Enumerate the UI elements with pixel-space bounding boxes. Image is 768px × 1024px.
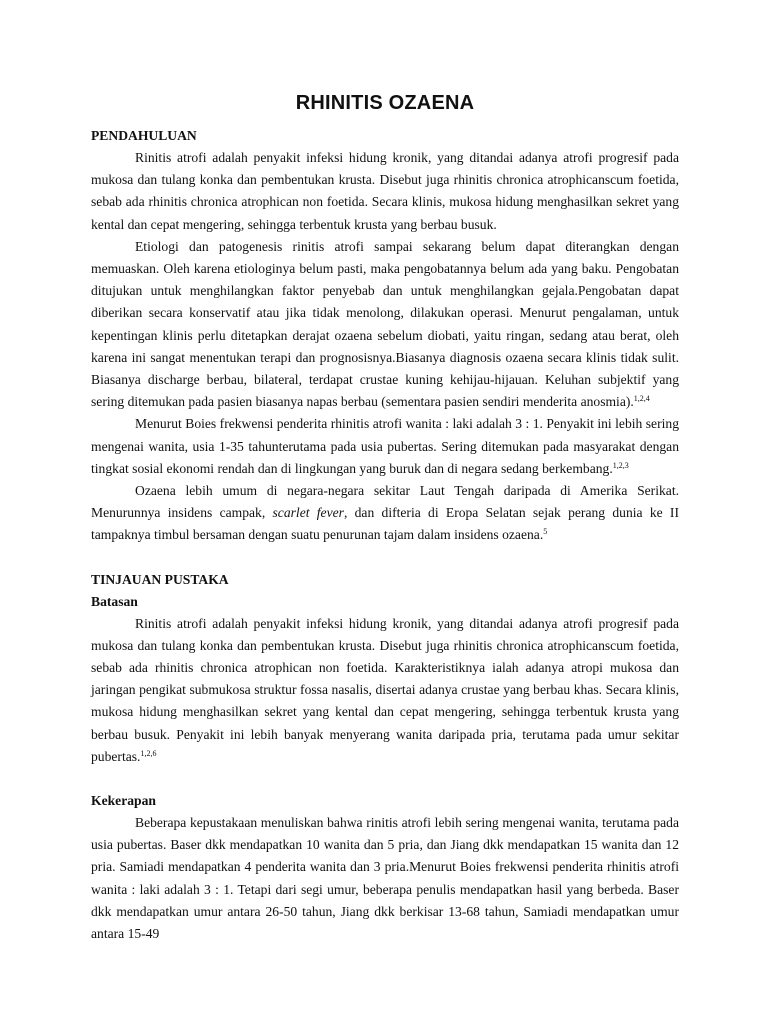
paragraph: Etiologi dan patogenesis rinitis atrofi sampai sekarang belum dapat diterangkan dengan memuaskan. Oleh karena etiologinya belum pasti, maka pengobatannya belum ada yang baku. Pengobatan ditujukan untuk menghilangkan faktor penyebab dan untuk menghilangkan gejala.Pengobatan dapat diberikan secara konservatif atau jika tidak menolong, dilakukan operasi. Menurut pengalaman, untuk kepentingan klinis perlu ditetapkan derajat ozaena sebelum diobati, yaitu ringan, sedang atau berat, oleh karena ini sangat menentukan terapi dan prognosisnya.Biasanya diagnosis ozaena secara klinis tidak sulit. Biasanya discharge berbau, bilateral, terdapat crustae kuning kehijau-hijauan. Keluhan subjektif yang sering ditemukan pada pasien biasanya napas berbau (sementara pasien sendiri menderita anosmia).$^{1,2,4}$	[91, 238, 679, 410]
paragraph: Menurut Boies frekwensi penderita rhinitis atrofi wanita : laki adalah 3 : 1. Penyakit ini lebih sering mengenai wanita, usia 1-35 tahunterutama pada usia pubertas. Sering ditemukan pada masyarakat dengan tingkat sosial ekonomi rendah dan di lingkungan yang buruk dan di negara sedang berkembang.$^{1,2,3}$	[91, 416, 679, 476]
citation: 5	[543, 527, 548, 537]
spacer	[91, 768, 679, 790]
citation: 1,2,6	[140, 748, 157, 758]
document-page	[91, 90, 679, 945]
section-heading-tinjauan-pustaka: TINJAUAN PUSTAKA	[91, 571, 229, 587]
paragraph: Beberapa kepustakaan menuliskan bahwa rinitis atrofi lebih sering mengenai wanita, terutama pada usia pubertas. Baser dkk mendapatkan 10 wanita dan 5 pria, dan Jiang dkk mendapatkan 15 wanita dan 12 pria. Samiadi mendapatkan 4 penderita wanita dan 3 pria.Menurut Boies frekwensi penderita rhinitis atrofi wanita : laki adalah 3 : 1. Tetapi dari segi umur, beberapa penulis mendapatkan hasil yang berbeda. Baser dkk mendapatkan umur antara 26-50 tahun, Jiang dkk berkisar 13-68 tahun, Samiadi mendapatkan umur antara 15-49	[91, 815, 679, 942]
paragraph: Ozaena lebih umum di negara-negara sekitar Laut Tengah daripada di Amerika Serikat. Menurunnya insidens campak, scarlet fever, dan difteria di Eropa Selatan sejak perang dunia ke II tampaknya timbul bersaman dengan suatu penurunan tajam dalam insidens ozaena.$^5$	[91, 483, 679, 543]
document-title: RHINITIS OZAENA	[295, 92, 475, 114]
citation: 1,2,4	[633, 394, 650, 404]
section-heading-pendahuluan: PENDAHULUAN	[91, 128, 197, 143]
subheading-kekerapan: Kekerapan	[91, 793, 156, 809]
spacer	[91, 547, 679, 569]
subheading-batasan: Batasan	[91, 593, 138, 609]
paragraph: Rinitis atrofi adalah penyakit infeksi hidung kronik, yang ditandai adanya atrofi progresif pada mukosa dan tulang konka dan pembentukan krusta. Disebut juga rhinitis chronica atrophicanscum foetida, sebab ada rhinitis chronica atrophican non foetida. Karakteristiknya ialah adanya atropi mukosa dan jaringan pengikat submukosa struktur fossa nasalis, disertai adanya crustae yang berbau khas. Secara klinis, mukosa hidung menghasilkan sekret yang kental dan cepat mengering, sehingga terbentuk krusta yang berbau busuk. Penyakit ini lebih banyak menyerang wanita daripada pria, terutama pada umur sekitar pubertas.$^{1,2,6}$	[91, 615, 679, 764]
citation: 1,2,3	[612, 460, 629, 470]
paragraph: Rinitis atrofi adalah penyakit infeksi hidung kronik, yang ditandai adanya atrofi progresif pada mukosa dan tulang konka dan pembentukan krusta. Disebut juga rhinitis chronica atrophicanscum foetida, sebab ada rhinitis chronica atrophican non foetida. Secara klinis, mukosa hidung menghasilkan sekret yang kental dan cepat mengering, sehingga terbentuk krusta yang berbau busuk.	[91, 150, 679, 232]
